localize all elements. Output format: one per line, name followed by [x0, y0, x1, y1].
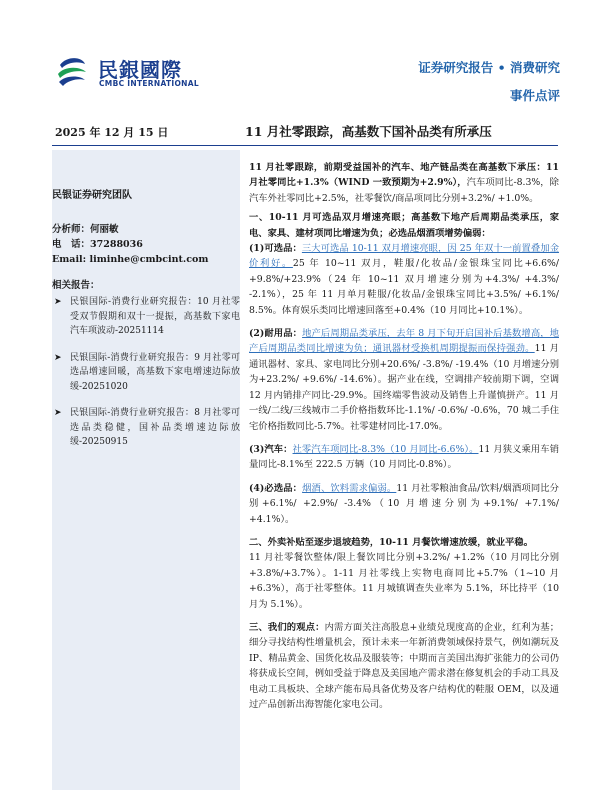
section-2	[249, 535, 559, 612]
analyst-phone: 电 话：37288036	[52, 239, 143, 250]
related-report-item[interactable]	[52, 351, 240, 395]
report-series: 证券研究报告 • 消费研究	[418, 60, 560, 75]
section-3-heading: 三、我们的观点：	[249, 621, 325, 633]
analyst-name: 分析师：何丽敏	[52, 224, 119, 235]
arrow-right-icon: ➤	[54, 408, 62, 418]
discretionary-label: (1)可选品：	[249, 243, 302, 255]
arrow-right-icon: ➤	[54, 352, 62, 363]
analyst-info	[52, 222, 208, 267]
summary-text: 汽车项同比-8.3%，除汽车外社零同比+2.5%，社零餐饮/商品项同比分别+3.2%/ +1.0%。	[249, 177, 559, 204]
logo-english-text: CMBC INTERNATIONAL	[99, 79, 199, 88]
report-type: 事件点评	[509, 88, 560, 103]
staples-label: (4)必选品：	[249, 482, 303, 494]
logo-chinese-text: 民銀國際	[98, 58, 182, 82]
related-reports-list	[52, 295, 240, 462]
staples-text: 11 月社零粮油食品/饮料/烟酒项同比分别+6.1%/ +2.9%/ -3.4%（10 月增速分别为+9.1%/ +7.1%/ +4.1%）。	[249, 482, 559, 525]
section-3	[249, 620, 559, 712]
summary-paragraph	[249, 160, 559, 206]
auto-text: 11 月狭义乘用车销量同比-8.1%至 222.5 万辆（10 月同比-0.8%）。	[249, 443, 559, 471]
durables-highlight: 地产后周期品类承压，去年 8 月下旬开启国补后基数增高，地产后周期品类同比增速为负；通讯器材受换机周期提振而保持强劲。	[249, 328, 559, 355]
research-team-label: 民银证券研究团队	[52, 190, 132, 201]
report-date: 2025 年 12 月 15 日	[55, 126, 169, 139]
company-logo	[52, 52, 222, 92]
header-divider	[52, 145, 558, 146]
analyst-email[interactable]: Email: liminhe@cmbcint.com	[52, 254, 209, 265]
section-2-text: 11 月社零餐饮整体/限上餐饮同比分别+3.2%/ +1.2%（10 月同比分别+3.8%/+3.7%）。1-11 月社零线上实物电商同比+5.7%（1~10 月+6.3%），高于社零整体。11 月城镇调查失业率为 5.1%，环比持平（10 月为 5.1%）。	[249, 552, 559, 610]
discretionary-highlight: 三大可选品 10-11 双月增速亮眼，因 25 年双十一前置叠加金价利好。	[249, 243, 559, 270]
durables-text: 11 月通讯器材、家具、家电同比分别+20.6%/ -3.8%/ -19.4%（10 月增速分别为+23.2%/ +9.6%/ -14.6%）。据产业在线，空调排产较前期下调，空调 12 月内销排产同比-29.9%。国终端零售波动及销售上升谨慎拼产。11 月一线/二线/三线城市二手价格指数环比-1.1%/ -0.6%/ -0.6%，70 城二手住宅价格指数同比-5.7%。社零建材同比-17.0%。	[249, 343, 559, 432]
report-header	[0, 0, 600, 110]
related-report-item[interactable]	[52, 295, 240, 339]
durables-label: (2)耐用品：	[249, 328, 303, 340]
section-1-heading: 一、10-11 月可选品双月增速亮眼；高基数下地产后周期品类承压，家电、家具、建材项同比增速为负；必选品烟酒项增势偏弱：	[249, 212, 559, 239]
related-report-text: 民银国际-消费行业研究报告：9 月社零可选品增速回暖，高基数下家电增速边际放缓-20251020	[70, 352, 240, 392]
durables-paragraph	[249, 326, 559, 434]
arrow-right-icon: ➤	[54, 297, 62, 307]
section-3-text: 内需方面关注高股息+业绩兑现度高的企业，红利为基；细分寻找结构性增量机会，预计未来一年新消费领域保持景气，例如潮玩及 IP、精品黄金、国货化妆品及服装等；中期而言美国出海扩张能力的公司仍将获成长空间，例如受益于降息及美国地产需求潜在修复机会的手动工具及电动工具板块、全球产能布局具备优势及客户结构优的鞋服 OEM，以及通过产品创新出海智能化家电公司。	[249, 621, 559, 710]
discretionary-text: 25 年 10~11 双月，鞋服/化妆品/金银珠宝同比+6.6%/ +9.8%/+23.9%（24 年 10~11 双月增速分别为+4.3%/ +4.3%/ -2.1%），25 年 11 月单月鞋服/化妆品/金银珠宝同比+3.5%/ +6.1%/ 8.5%。体育娱乐类同比增速回落至+0.4%（10 月同比+10.1%）。	[249, 258, 559, 316]
staples-paragraph	[249, 481, 559, 527]
related-report-text: 民银国际-消费行业研究报告：10 月社零受双节假期和双十一提振，高基数下家电汽车项波动-20251114	[70, 297, 240, 336]
related-report-text: 民银国际-消费行业研究报告：8 月社零可选品类稳健，国补品类增速边际放缓-20250915	[70, 408, 240, 447]
section-2-heading: 二、外卖补贴至逐步退坡趋势，10-11 月餐饮增速放缓，就业平稳。	[249, 536, 533, 548]
report-title: 11 月社零跟踪，高基数下国补品类有所承压	[245, 124, 492, 139]
report-body	[249, 160, 559, 720]
staples-highlight: 烟酒、饮料需求偏弱。	[302, 482, 397, 494]
related-report-item[interactable]	[52, 406, 240, 450]
auto-highlight: 社零汽车项同比-8.3%（10 月同比-6.6%）。	[292, 443, 479, 455]
cmbc-logo-icon	[52, 52, 92, 92]
sidebar-panel	[52, 150, 240, 790]
section-1	[249, 210, 559, 318]
summary-bold: 11 月社零跟踪，前期受益国补的汽车、地产链品类在高基数下承压：11 月社零同比+1.3%（WIND 一致预期为+2.9%），	[249, 162, 559, 189]
auto-label: (3)汽车：	[249, 443, 293, 455]
related-reports-heading: 相关报告：	[52, 280, 100, 291]
auto-paragraph	[249, 442, 559, 473]
